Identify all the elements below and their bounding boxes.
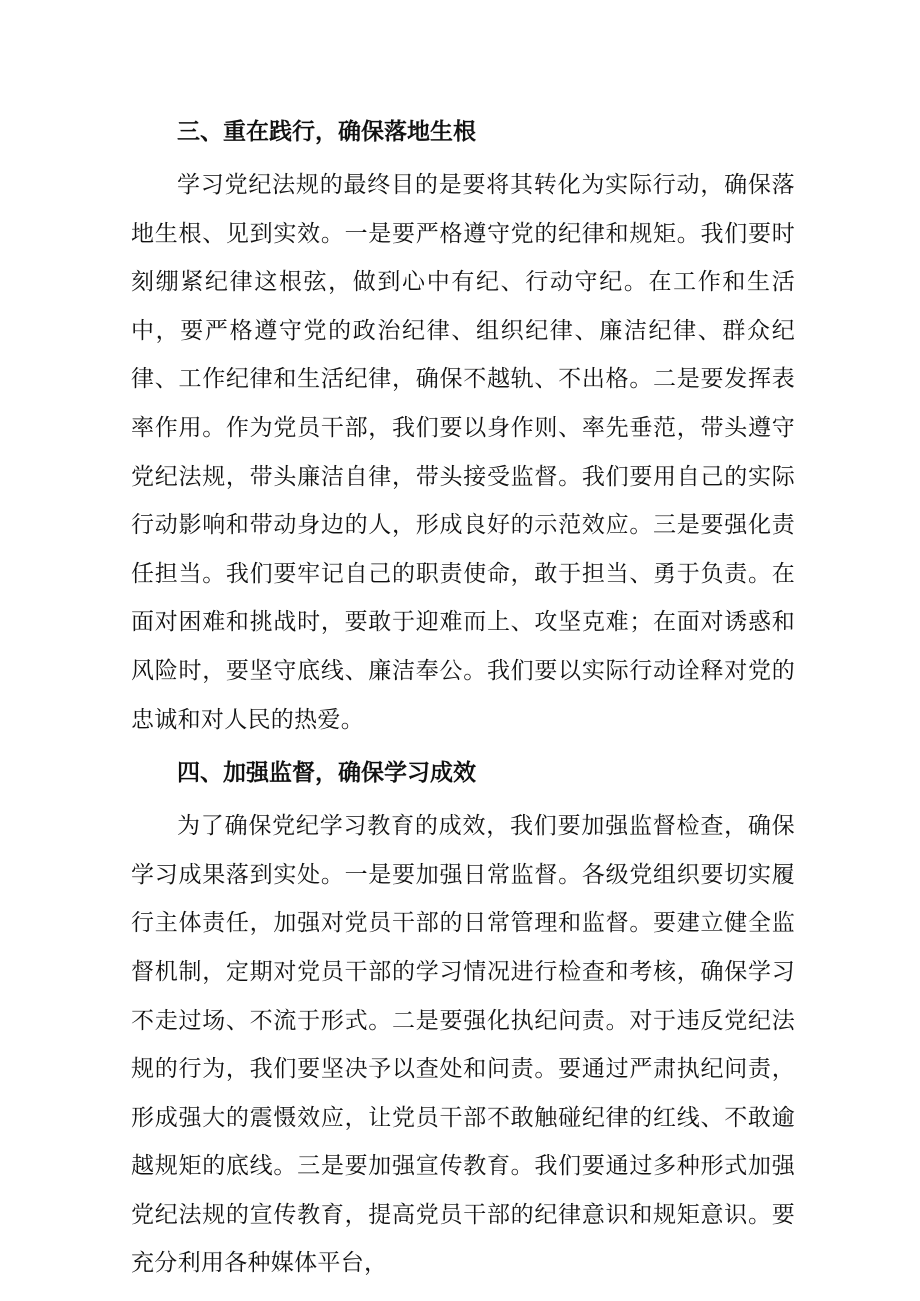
section-paragraph-3: 学习党纪法规的最终目的是要将其转化为实际行动，确保落地生根、见到实效。一是要严格遵守党的纪律和规矩。我们要时刻绷紧纪律这根弦，做到心中有纪、行动守纪。在工作和生活中，要严格遵守党的政治纪律、组织纪律、廉洁纪律、群众纪律、工作纪律和生活纪律，确保不越轨、不出格。二是要发挥表率作用。作为党员干部，我们要以身作则、率先垂范，带头遵守党纪法规，带头廉洁自律，带头接受监督。我们要用自己的实际行动影响和带动身边的人，形成良好的示范效应。三是要强化责任担当。我们要牢记自己的职责使命，敢于担当、勇于负责。在面对困难和挑战时，要敢于迎难而上、攻坚克难；在面对诱惑和风险时，要坚守底线、廉洁奉公。我们要以实际行动诠释对党的忠诚和对人民的热爱。 xyxy=(131,172,795,733)
section-heading-4: 四、加强监督，确保学习成效 xyxy=(177,760,476,787)
document-body xyxy=(131,103,795,1288)
section-paragraph-4: 为了确保党纪学习教育的成效，我们要加强监督检查，确保学习成果落到实处。一是要加强日常监督。各级党组织要切实履行主体责任，加强对党员干部的日常管理和监督。要建立健全监督机制，定期对党员干部的学习情况进行检查和考核，确保学习不走过场、不流于形式。二是要强化执纪问责。对于违反党纪法规的行为，我们要坚决予以查处和问责。要通过严肃执纪问责，形成强大的震慑效应，让党员干部不敢触碰纪律的红线、不敢逾越规矩的底线。三是要加强宣传教育。我们要通过多种形式加强党纪法规的宣传教育，提高党员干部的纪律意识和规矩意识。要充分利用各种媒体平台， xyxy=(131,813,795,1277)
section-heading-3: 三、重在践行，确保落地生根 xyxy=(177,119,476,145)
